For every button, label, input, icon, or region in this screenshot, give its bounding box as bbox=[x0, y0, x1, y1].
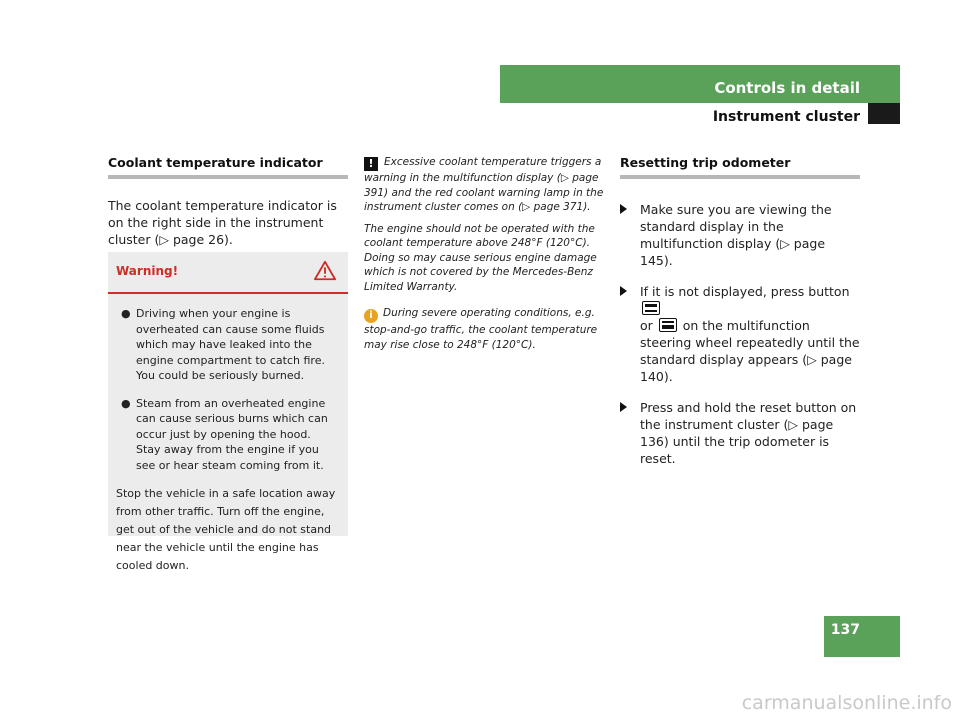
column-trip-odometer bbox=[620, 155, 860, 481]
page-number-box bbox=[824, 616, 900, 657]
step-arrow-icon bbox=[620, 286, 627, 296]
warning-bullet-list bbox=[116, 306, 338, 473]
display-button-up-icon bbox=[642, 301, 660, 315]
bullet-icon: ● bbox=[121, 396, 131, 410]
trip-odometer-heading: Resetting trip odometer bbox=[620, 155, 860, 179]
step-text: Press and hold the reset button on the instrument cluster (▷ page 136) until the trip odometer is reset. bbox=[640, 400, 857, 466]
info-note-text: During severe operating conditions, e.g. stop-and-go traffic, the coolant temperature may rise close to 248°F (120°C). bbox=[364, 307, 598, 351]
step-text-part: If it is not displayed, press button bbox=[640, 284, 850, 299]
warning-bullet-text: Driving when your engine is overheated can cause some fluids which may have leaked into the engine compartment to catch fire. You could be seriously burned. bbox=[136, 307, 325, 382]
watermark: carmanualsonline.info bbox=[741, 692, 952, 714]
warning-triangle-icon bbox=[314, 260, 336, 282]
step-item bbox=[620, 399, 860, 467]
section-title: Instrument cluster bbox=[712, 109, 860, 125]
section-marker bbox=[868, 103, 900, 124]
caution-note bbox=[364, 155, 606, 215]
warning-footer-text: Stop the vehicle in a safe location away from other traffic. Turn off the engine, get out of the vehicle and do not stand near the vehicle until the engine has cooled down. bbox=[116, 487, 336, 572]
step-arrow-icon bbox=[620, 204, 627, 214]
step-text-part: on the multifunction steering wheel repeatedly until the standard display appears (▷ page 140). bbox=[640, 318, 860, 384]
chapter-header-band bbox=[500, 65, 900, 103]
warning-bullet bbox=[116, 396, 338, 474]
coolant-indicator-text: The coolant temperature indicator is on the right side in the instrument cluster (▷ page 26). bbox=[108, 198, 337, 247]
chapter-title: Controls in detail bbox=[714, 79, 860, 97]
coolant-indicator-heading: Coolant temperature indicator bbox=[108, 155, 348, 179]
warning-bullet bbox=[116, 306, 338, 384]
trip-odometer-steps bbox=[620, 201, 860, 467]
column-coolant-indicator bbox=[108, 155, 348, 248]
column-notes bbox=[364, 155, 606, 352]
exclamation-icon: ! bbox=[364, 157, 378, 171]
step-item bbox=[620, 283, 860, 385]
warning-header bbox=[108, 252, 348, 294]
step-arrow-icon bbox=[620, 402, 627, 412]
step-item bbox=[620, 201, 860, 269]
warning-title: Warning! bbox=[116, 264, 179, 278]
info-icon: i bbox=[364, 309, 378, 323]
step-text: Make sure you are viewing the standard display in the multifunction display (▷ page 145). bbox=[640, 202, 832, 268]
warning-box bbox=[108, 252, 348, 572]
page-number: 137 bbox=[830, 622, 860, 638]
info-note bbox=[364, 306, 606, 352]
display-button-down-icon bbox=[659, 318, 677, 332]
caution-note-text: Excessive coolant temperature triggers a warning in the multifunction display (▷ page 391) and the red coolant warning lamp in the instrument cluster comes on (▷ page 371). bbox=[364, 156, 604, 213]
caution-note-continued: The engine should not be operated with the coolant temperature above 248°F (120°C). Doing so may cause serious engine damage which is not covered by the Mercedes-Benz Limited Warranty. bbox=[364, 222, 597, 293]
step-text-part: or bbox=[640, 318, 653, 333]
warning-bullet-text: Steam from an overheated engine can cause serious burns which can occur just by opening the hood. Stay away from the engine if you see or hear steam coming from it. bbox=[136, 396, 328, 472]
bullet-icon: ● bbox=[121, 307, 131, 320]
